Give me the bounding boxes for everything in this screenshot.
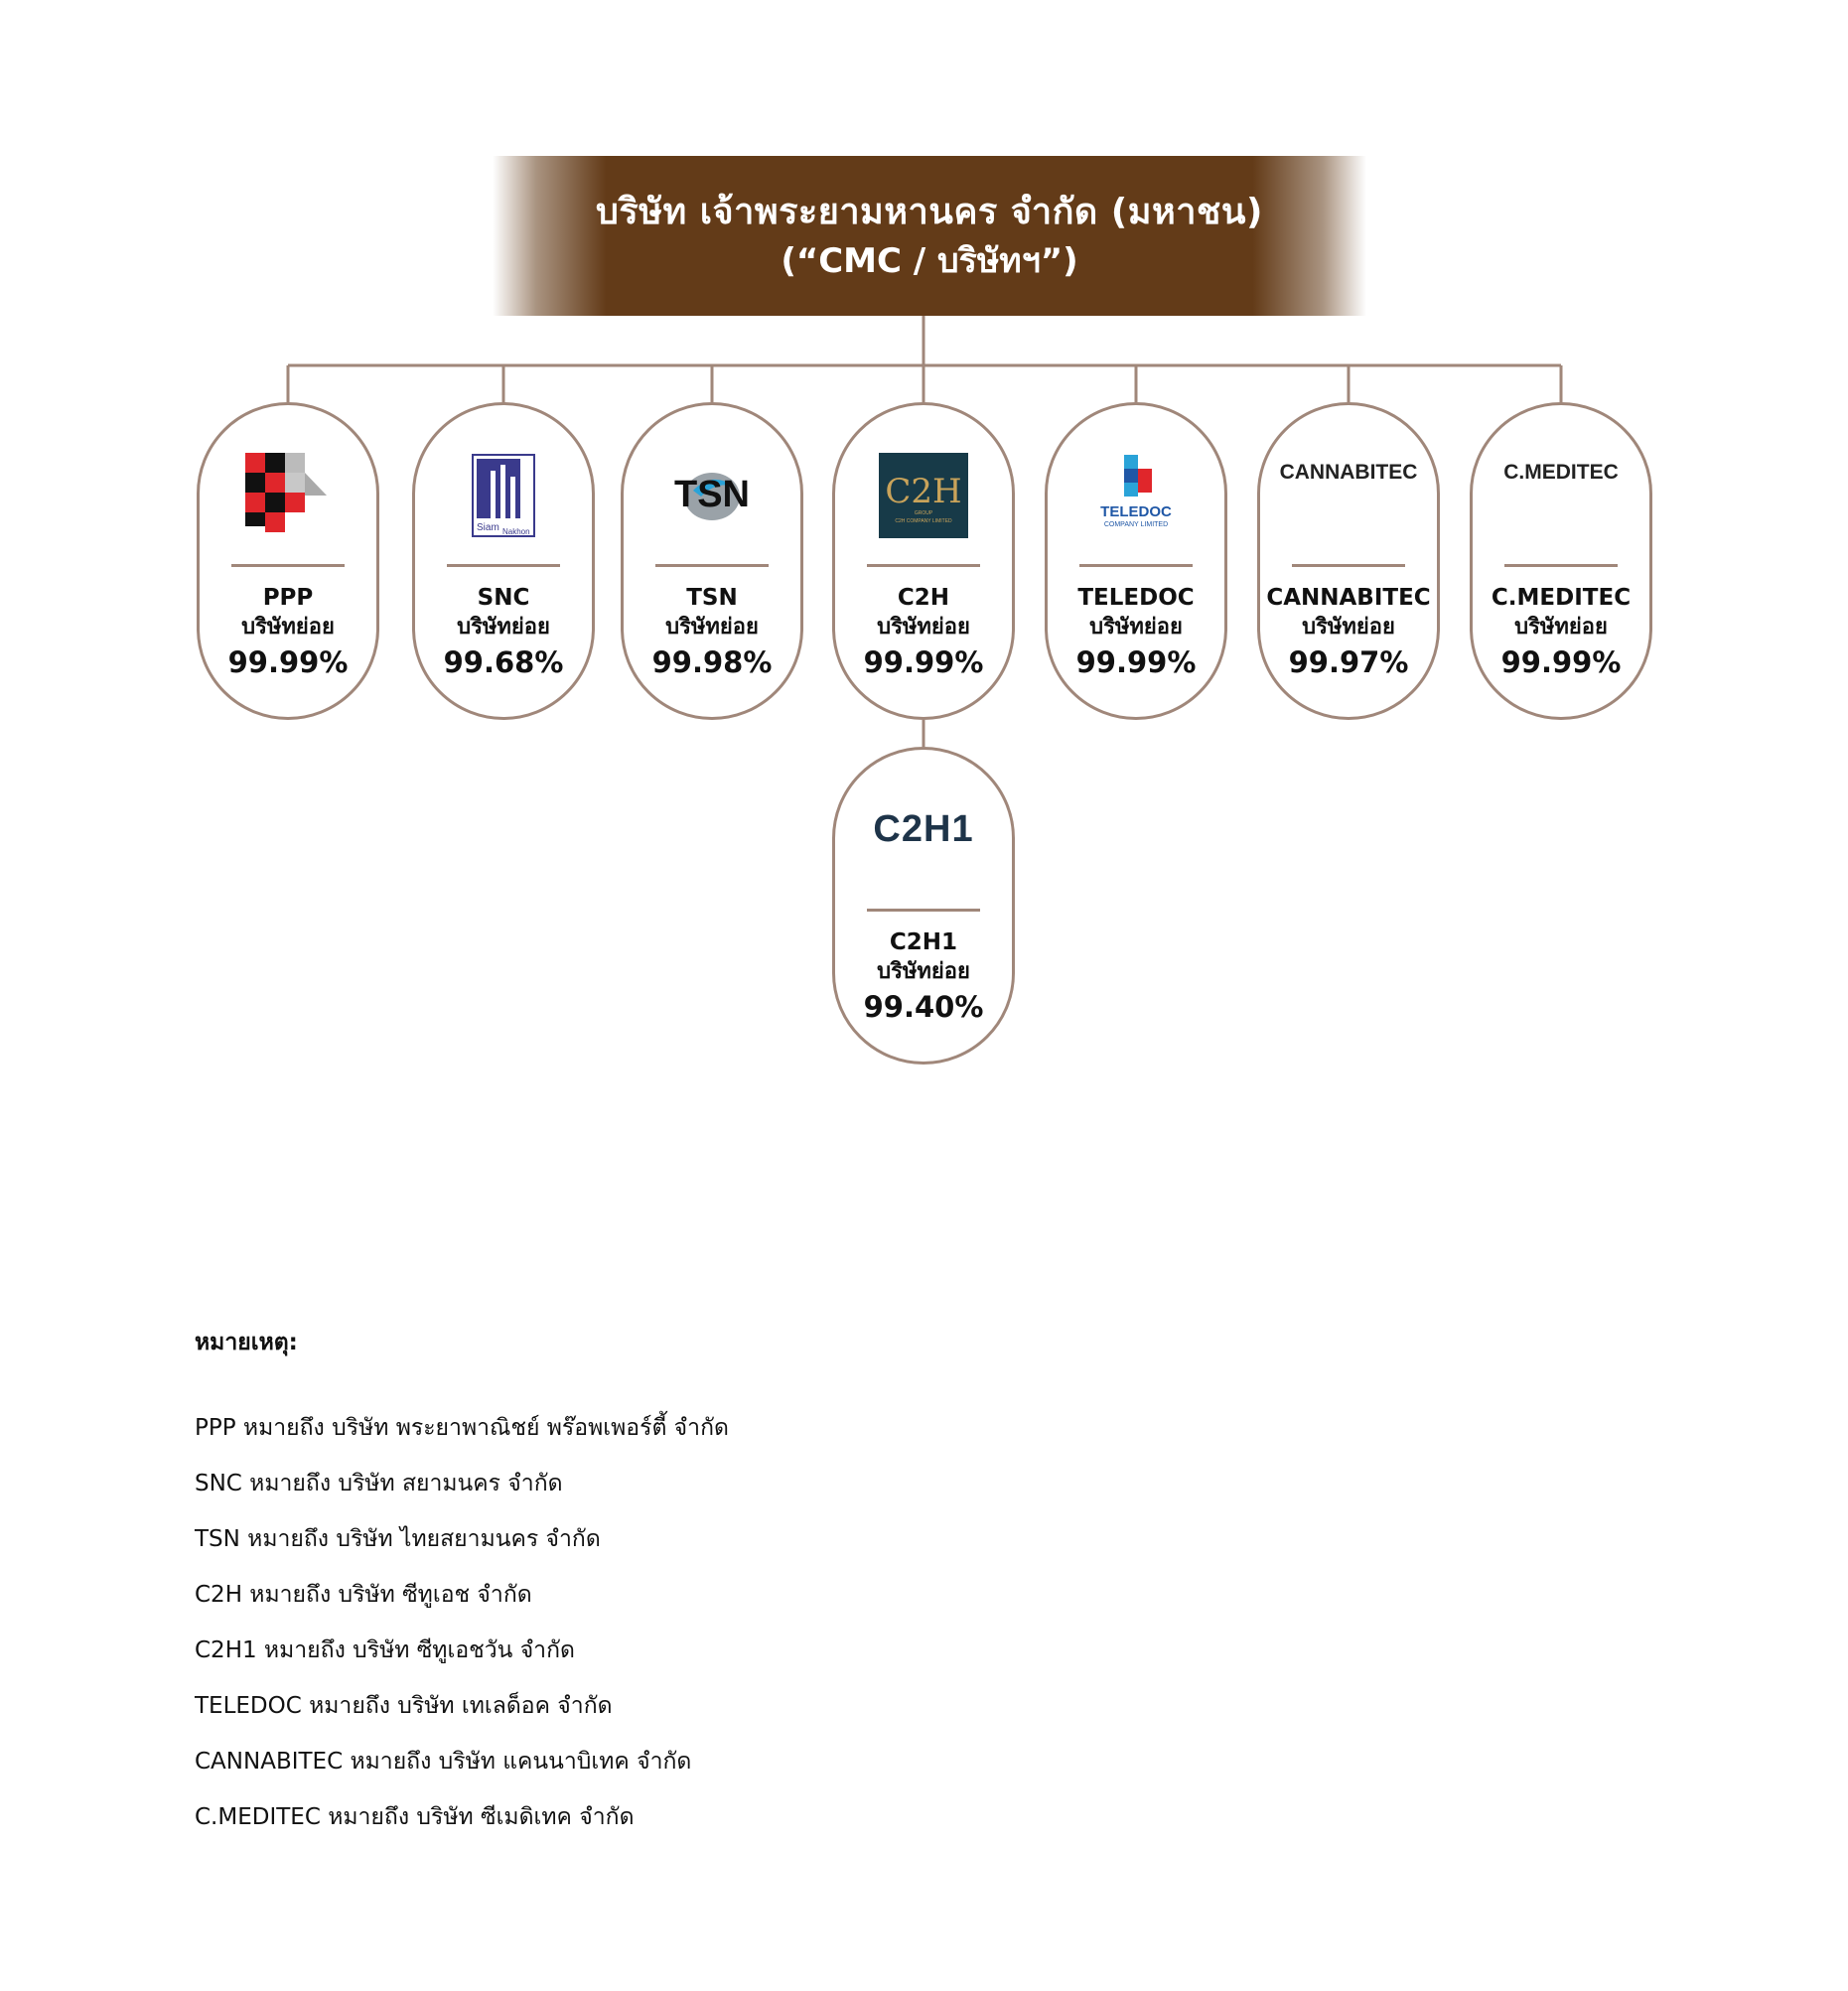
subsidiary-type: บริษัทย่อย: [1514, 615, 1608, 640]
node-divider: [447, 564, 560, 567]
subsidiary-node-snc: [412, 402, 595, 720]
subsidiary-type: บริษัทย่อย: [241, 615, 335, 640]
logo-subtext: C2H COMPANY LIMITED: [895, 518, 952, 524]
logo-text: C2H1: [873, 807, 974, 850]
subsidiary-code: C2H: [897, 585, 950, 611]
parent-company-name: บริษัท เจ้าพระยามหานคร จำกัด (มหาชน): [596, 191, 1263, 232]
node-divider: [655, 564, 769, 567]
note-item: PPP หมายถึง บริษัท พระยาพาณิชย์ พร๊อพเพอร์ตี้ จำกัด: [195, 1415, 729, 1441]
node-divider: [867, 564, 980, 567]
logo-text: TELEDOC: [1100, 503, 1172, 520]
tsn-logo-icon: [657, 461, 767, 530]
subsidiary-node-teledoc: [1045, 402, 1227, 720]
ownership-percent: 99.99%: [1075, 645, 1197, 679]
subsidiary-type: บริษัทย่อย: [877, 959, 970, 984]
note-item: C2H1 หมายถึง บริษัท ซีทูเอชวัน จำกัด: [195, 1637, 575, 1663]
subsidiary-code: CANNABITEC: [1266, 585, 1431, 611]
subsidiary-type: บริษัทย่อย: [877, 615, 970, 640]
subsidiary-code: PPP: [262, 585, 314, 611]
notes-title: หมายเหตุ:: [195, 1330, 298, 1355]
teledoc-logo: [1048, 441, 1224, 550]
subsidiary-type: บริษัทย่อย: [1302, 615, 1395, 640]
ppp-logo: [200, 441, 376, 550]
teledoc-logo-icon: [1086, 453, 1186, 538]
node-divider: [867, 909, 980, 912]
note-item: CANNABITEC หมายถึง บริษัท แคนนาบิเทค จำกัด: [195, 1749, 692, 1775]
cmeditec-logo: [1473, 441, 1649, 504]
logo-text: C2H: [885, 472, 962, 511]
subsidiary-type: บริษัทย่อย: [1089, 615, 1183, 640]
ownership-percent: 99.68%: [443, 645, 564, 679]
subsidiary-node-c2h1: [832, 747, 1015, 1065]
logo-text: C.MEDITEC: [1503, 461, 1619, 484]
parent-company-abbr: (“CMC / บริษัทฯ”): [781, 240, 1078, 281]
logo-text: Siam: [477, 522, 499, 533]
subsidiary-code: C.MEDITEC: [1491, 585, 1632, 611]
tsn-logo: [624, 441, 800, 550]
subsidiary-node-c2h: [832, 402, 1015, 720]
note-item: TELEDOC หมายถึง บริษัท เทเลด็อค จำกัด: [195, 1693, 613, 1719]
ownership-percent: 99.99%: [1500, 645, 1622, 679]
subsidiary-type: บริษัทย่อย: [665, 615, 759, 640]
siam-nakhon-logo: [415, 441, 592, 550]
subsidiary-node-ppp: [197, 402, 379, 720]
cannabitec-logo: [1260, 441, 1437, 504]
node-divider: [1504, 564, 1618, 567]
subsidiary-code: SNC: [477, 585, 530, 611]
c2h-logo: [835, 441, 1012, 550]
ppp-logo-icon: [243, 451, 333, 540]
logo-subtext: COMPANY LIMITED: [1103, 521, 1169, 528]
subsidiary-code: TSN: [686, 585, 738, 611]
c2h-logo-icon: [879, 453, 968, 538]
note-item: C.MEDITEC หมายถึง บริษัท ซีเมดิเทค จำกัด: [195, 1804, 635, 1830]
node-divider: [1079, 564, 1193, 567]
subsidiary-node-tsn: [621, 402, 803, 720]
subsidiary-code: C2H1: [889, 929, 958, 955]
parent-company-banner: [493, 156, 1366, 316]
logo-text: Nakhon: [502, 527, 530, 536]
logo-text: TSN: [674, 474, 750, 515]
subsidiary-type: บริษัทย่อย: [457, 615, 550, 640]
ownership-percent: 99.99%: [863, 645, 984, 679]
note-item: TSN หมายถึง บริษัท ไทยสยามนคร จำกัด: [195, 1526, 601, 1552]
note-item: SNC หมายถึง บริษัท สยามนคร จำกัด: [195, 1471, 563, 1496]
subsidiary-node-cannabitec: [1257, 402, 1440, 720]
ownership-percent: 99.40%: [863, 990, 984, 1024]
note-item: C2H หมายถึง บริษัท ซีทูเอช จำกัด: [195, 1582, 532, 1608]
ownership-percent: 99.99%: [227, 645, 349, 679]
c2h1-logo: [835, 789, 1012, 869]
logo-subtext: GROUP: [914, 510, 933, 516]
ownership-percent: 99.97%: [1288, 645, 1409, 679]
ownership-percent: 99.98%: [651, 645, 773, 679]
node-divider: [231, 564, 345, 567]
siam-nakhon-logo-icon: [469, 451, 538, 540]
notes-list: [195, 1400, 729, 1845]
subsidiary-code: TELEDOC: [1077, 585, 1195, 611]
subsidiary-node-cmeditec: [1470, 402, 1652, 720]
logo-text: CANNABITEC: [1279, 461, 1418, 484]
node-divider: [1292, 564, 1405, 567]
